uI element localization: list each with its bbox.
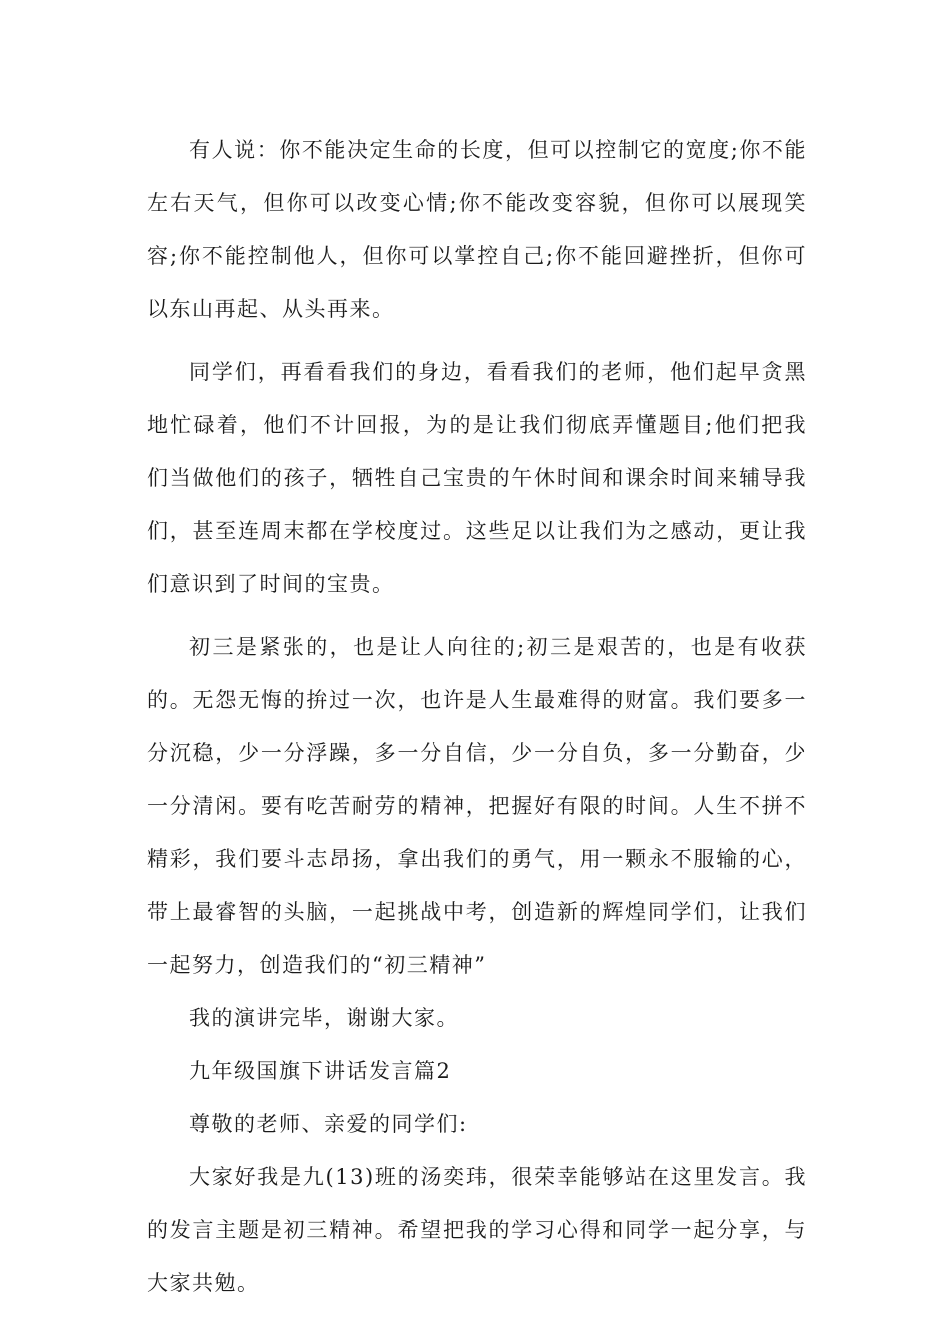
section-heading: 九年级国旗下讲话发言篇2 [189, 1059, 452, 1083]
salutation: 尊敬的老师、亲爱的同学们: [189, 1112, 468, 1136]
paragraph-teachers: 同学们，再看看我们的身边，看看我们的老师，他们起早贪黑地忙碌着，他们不计回报，为的是让我们彻底弄懂题目;他们把我们当做他们的孩子，牺牲自己宝贵的午休时间和课余时间来辅导我们，甚至连周末都在学校度过。这些足以让我们为之感动，更让我们意识到了时间的宝贵。 [147, 360, 807, 596]
paragraph-grade-nine-spirit: 初三是紧张的，也是让人向往的;初三是艰苦的，也是有收获的。无怨无悔的拚过一次，也许是人生最难得的财富。我们要多一分沉稳，少一分浮躁，多一分自信，少一分自负，多一分勤奋，少一分清闲。要有吃苦耐劳的精神，把握好有限的时间。人生不拼不精彩，我们要斗志昂扬，拿出我们的勇气，用一颗永不服输的心，带上最睿智的头脑，一起挑战中考，创造新的辉煌同学们，让我们一起努力，创造我们的“初三精神” [147, 635, 807, 977]
paragraph-introduction: 大家好我是九(13)班的汤奕玮，很荣幸能够站在这里发言。我的发言主题是初三精神。希望把我的学习心得和同学一起分享，与大家共勉。 [147, 1165, 807, 1295]
paragraph-closing: 我的演讲完毕，谢谢大家。 [189, 1006, 459, 1030]
paragraph-life-quote: 有人说：你不能决定生命的长度，但可以控制它的宽度;你不能左右天气，但你可以改变心情;你不能改变容貌，但你可以展现笑容;你不能控制他人，但你可以掌控自己;你不能回避挫折，但你可以东山再起、从头再来。 [147, 138, 807, 321]
document-page [147, 124, 807, 1310]
